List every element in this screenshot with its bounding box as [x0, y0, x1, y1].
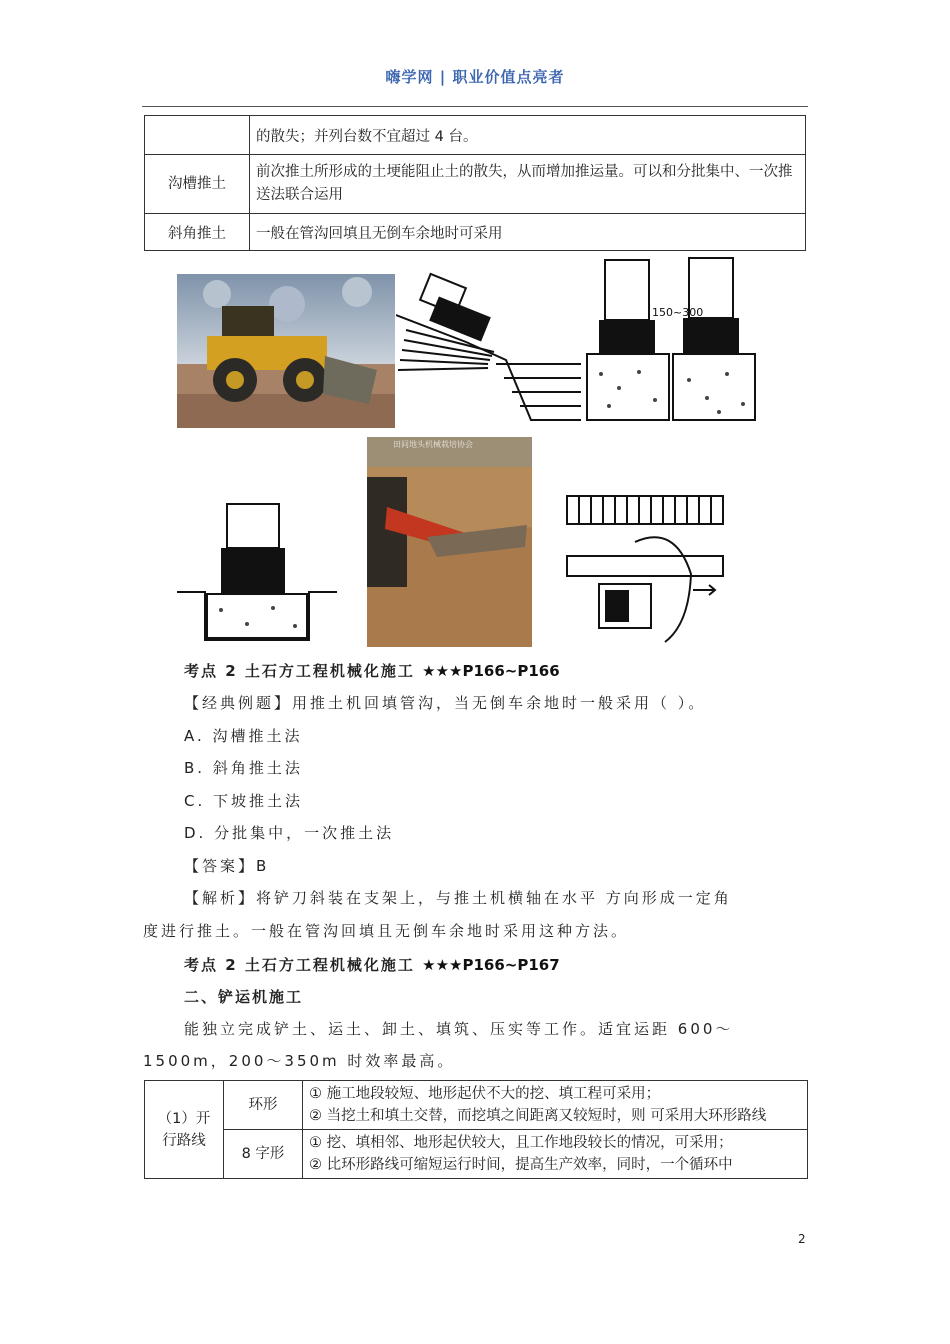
desc-cell [303, 1130, 808, 1179]
angle-push-photo [367, 437, 532, 647]
para-line-2: 1500m，200～350m 时效率最高。 [143, 1052, 456, 1070]
page-number: 2 [798, 1232, 806, 1246]
desc-line: ① 施工地段较短、地形起伏不大的挖、填工程可采用； [309, 1086, 661, 1102]
group-cell: （1）开行路线 [145, 1081, 224, 1179]
type-cell: 8 字形 [224, 1130, 303, 1179]
option-c: C. 下坡推土法 [184, 792, 304, 810]
method-cell: 沟槽推土 [145, 155, 250, 214]
option-b: B. 斜角推土法 [184, 759, 303, 777]
method-cell [145, 116, 250, 155]
table-row [145, 116, 806, 155]
star-rating: ★★★P166~P167 [422, 956, 560, 974]
table-row [145, 214, 806, 251]
heading-text: 考点 2 土石方工程机械化施工 [184, 662, 415, 680]
option-a: A. 沟槽推土法 [184, 727, 303, 745]
section1-heading [184, 660, 560, 681]
page-header: 嗨学网 | 职业价值点亮者 [385, 68, 565, 86]
desc-line: ② 当挖土和填土交替，而挖填之间距离又较短时，则 可采用大环形路线 [309, 1108, 767, 1124]
table-row [145, 155, 806, 214]
angle-blade-diagram [565, 494, 725, 646]
heading-text: 考点 2 土石方工程机械化施工 [184, 956, 415, 974]
analysis-line-2: 度进行推土。一般在管沟回填且无倒车余地时采用这种方法。 [143, 922, 630, 940]
table-row [145, 1130, 808, 1179]
desc-cell: 一般在管沟回填且无倒车余地时可采用 [250, 214, 806, 251]
dim-label: 150~300 [652, 306, 704, 319]
subsection-title: 二、铲运机施工 [184, 988, 304, 1006]
section2-heading [184, 954, 560, 975]
scraper-route-table [144, 1080, 808, 1179]
header-rule [142, 106, 808, 107]
desc-cell: 前次推土所形成的土埂能阻止土的散失，从而增加推运量。可以和分批集中、一次推送法联合运用 [250, 155, 806, 214]
bulldozer-method-table [144, 115, 806, 251]
photo-watermark: 田间地头机械栽培协会 [393, 440, 473, 449]
answer: 【答案】B [184, 857, 270, 875]
option-d: D. 分批集中，一次推土法 [184, 824, 395, 842]
analysis-line-1: 【解析】将铲刀斜装在支架上，与推土机横轴在水平 方向形成一定角 [184, 889, 732, 907]
wheel-loader-photo [177, 274, 395, 428]
example-question: 【经典例题】用推土机回填管沟，当无倒车余地时一般采用（ ）。 [184, 694, 707, 712]
slope-push-diagram [396, 270, 581, 428]
type-cell: 环形 [224, 1081, 303, 1130]
desc-line: ② 比环形路线可缩短运行时间，提高生产效率，同时，一个循环中 [309, 1157, 733, 1173]
parallel-push-diagram [579, 254, 763, 428]
method-cell: 斜角推土 [145, 214, 250, 251]
trench-push-diagram [177, 500, 337, 648]
desc-cell: 的散失；并列台数不宜超过 4 台。 [250, 116, 806, 155]
table-row [145, 1081, 808, 1130]
star-rating: ★★★P166~P166 [422, 662, 560, 680]
desc-line: ① 挖、填相邻、地形起伏较大，且工作地段较长的情况，可采用； [309, 1135, 733, 1151]
para-line-1: 能独立完成铲土、运土、卸土、填筑、压实等工作。适宜运距 600～ [184, 1020, 734, 1038]
desc-cell [303, 1081, 808, 1130]
